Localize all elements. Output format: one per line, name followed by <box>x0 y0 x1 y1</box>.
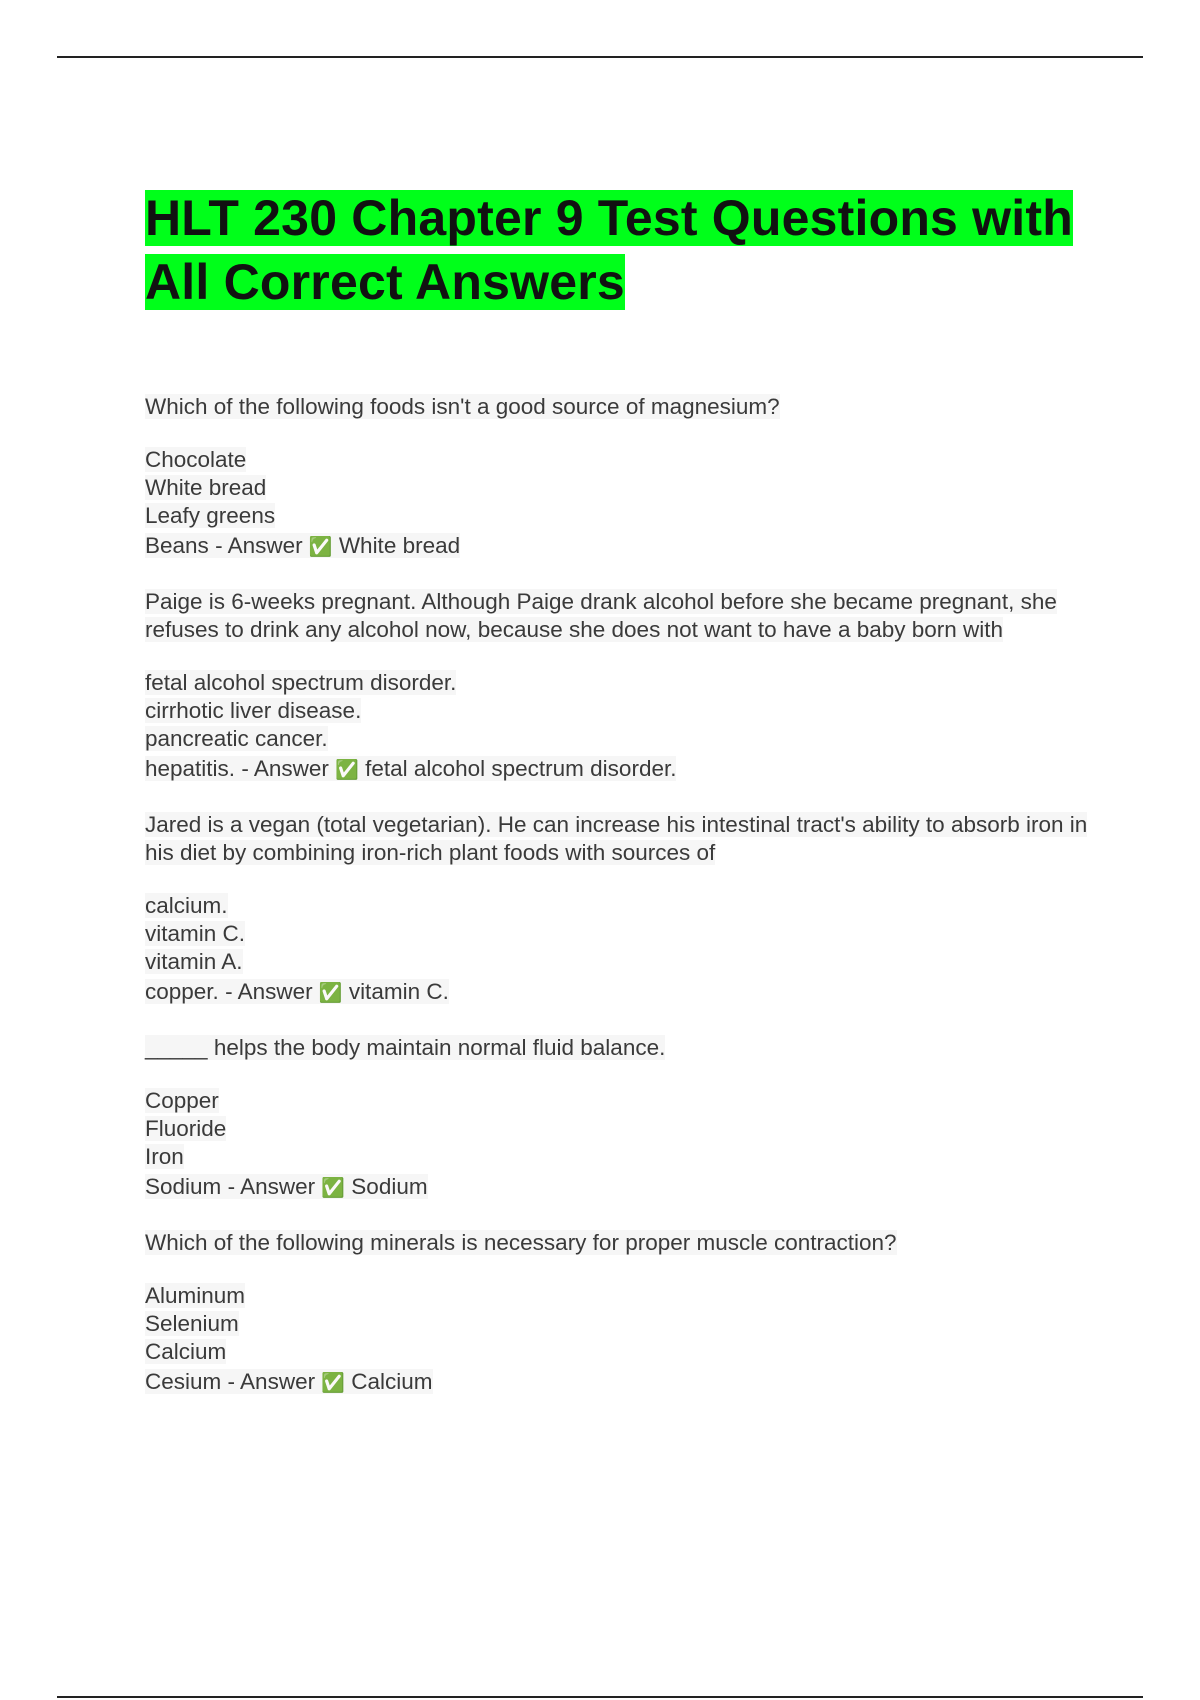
question-block <box>145 811 1095 1007</box>
answer-prefix: - Answer <box>225 979 313 1004</box>
question-text: Paige is 6-weeks pregnant. Although Paige drank alcohol before she became pregnant, she refuses to drink any alcohol now, because she does not want to have a baby born with <box>145 589 1057 642</box>
question-block <box>145 393 1095 561</box>
bottom-divider <box>57 1696 1143 1698</box>
answer-option: Leafy greens <box>145 503 276 528</box>
question-text: Jared is a vegan (total vegetarian). He can increase his intestinal tract's ability to absorb iron in his diet by combining iron-rich plant foods with sources of <box>145 812 1088 865</box>
answer-line <box>145 755 1095 784</box>
check-mark-icon: ✅ <box>308 536 333 558</box>
answer-prefix: - Answer <box>241 756 329 781</box>
answer-prefix: - Answer <box>215 533 303 558</box>
answer-line <box>145 1173 1095 1202</box>
correct-answer: fetal alcohol spectrum disorder. <box>365 756 677 781</box>
top-divider <box>57 56 1143 58</box>
answer-line <box>145 978 1095 1007</box>
check-mark-icon: ✅ <box>335 759 359 781</box>
question-block <box>145 588 1095 784</box>
answer-option: calcium. <box>145 893 228 918</box>
check-mark-icon: ✅ <box>321 1372 346 1394</box>
answer-option: cirrhotic liver disease. <box>145 698 362 723</box>
answer-option: fetal alcohol spectrum disorder. <box>145 670 457 695</box>
last-option: hepatitis. <box>145 756 236 781</box>
last-option: Beans <box>145 533 209 558</box>
question-text: _____ helps the body maintain normal fluid balance. <box>145 1035 666 1060</box>
question-block <box>145 1034 1095 1202</box>
last-option: copper. <box>145 979 219 1004</box>
answer-option: vitamin C. <box>145 921 246 946</box>
answer-option: Calcium <box>145 1339 227 1364</box>
last-option: Cesium <box>145 1369 222 1394</box>
correct-answer: White bread <box>338 533 461 558</box>
answer-line <box>145 532 1095 561</box>
answer-prefix: - Answer <box>227 1174 316 1199</box>
question-block <box>145 1229 1095 1397</box>
question-text: Which of the following minerals is necessary for proper muscle contraction? <box>145 1230 897 1255</box>
answer-option: Copper <box>145 1088 219 1113</box>
check-mark-icon: ✅ <box>321 1177 346 1199</box>
answer-option: White bread <box>145 475 267 500</box>
document-title: HLT 230 Chapter 9 Test Questions with All Correct Answers <box>145 190 1073 310</box>
question-text: Which of the following foods isn't a good source of magnesium? <box>145 394 780 419</box>
answer-line <box>145 1368 1095 1397</box>
document-body <box>145 186 1095 1424</box>
check-mark-icon: ✅ <box>318 982 343 1004</box>
answer-option: Chocolate <box>145 447 247 472</box>
last-option: Sodium <box>145 1174 222 1199</box>
answer-option: Selenium <box>145 1311 239 1336</box>
answer-prefix: - Answer <box>227 1369 316 1394</box>
answer-option: Aluminum <box>145 1283 246 1308</box>
correct-answer: Calcium <box>351 1369 433 1394</box>
answer-option: pancreatic cancer. <box>145 726 328 751</box>
answer-option: Iron <box>145 1144 184 1169</box>
answer-option: Fluoride <box>145 1116 227 1141</box>
question-list <box>145 393 1095 1397</box>
correct-answer: vitamin C. <box>348 979 449 1004</box>
answer-option: vitamin A. <box>145 949 243 974</box>
correct-answer: Sodium <box>351 1174 428 1199</box>
